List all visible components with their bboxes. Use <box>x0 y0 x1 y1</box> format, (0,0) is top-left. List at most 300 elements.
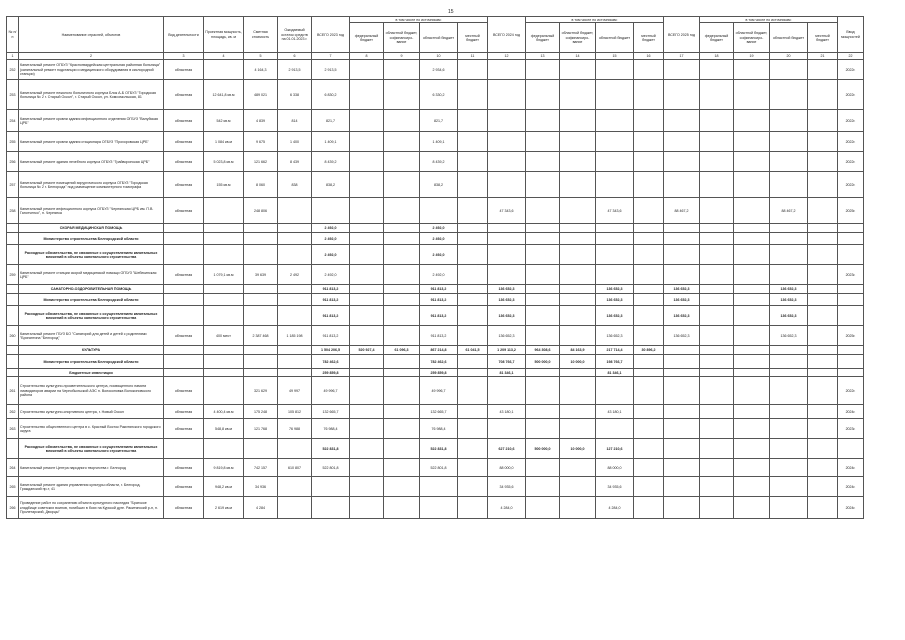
value-cell <box>596 60 634 80</box>
value-cell <box>770 245 808 265</box>
value-cell: 2022г. <box>838 80 864 110</box>
value-cell <box>488 152 526 172</box>
value-cell <box>458 419 488 439</box>
value-cell: 400 мест <box>204 326 244 346</box>
value-cell <box>384 439 420 459</box>
value-cell <box>244 355 278 369</box>
value-cell <box>664 355 700 369</box>
name-cell: Капитальный ремонт здания лечебного корпуса ОГБУЗ "Грайворонская ЦРБ" <box>19 152 164 172</box>
value-cell <box>164 355 204 369</box>
value-cell <box>164 439 204 459</box>
value-cell: 49 997 <box>278 377 312 405</box>
table-row <box>7 172 864 198</box>
table-row <box>7 265 864 285</box>
value-cell <box>560 419 596 439</box>
value-cell: 88 467,2 <box>770 198 808 224</box>
value-cell: 4 284,0 <box>596 497 634 519</box>
value-cell <box>664 346 700 355</box>
value-cell <box>244 245 278 265</box>
value-cell <box>700 245 734 265</box>
value-cell <box>664 245 700 265</box>
value-cell <box>458 459 488 477</box>
name-cell: Капитальный ремонт ГБУЗ БО "Санаторий для детей и детей с родителями "Бригантина "Белгород" <box>19 326 164 346</box>
section-row <box>7 245 864 265</box>
value-cell <box>734 477 770 497</box>
table-row <box>7 497 864 519</box>
value-cell <box>278 198 312 224</box>
value-cell <box>560 245 596 265</box>
value-cell <box>838 306 864 326</box>
value-cell: 61 096,3 <box>384 346 420 355</box>
name-cell: Министерство строительства Белгородской области <box>19 233 164 245</box>
value-cell <box>664 233 700 245</box>
value-cell <box>560 110 596 132</box>
value-cell <box>770 60 808 80</box>
value-cell <box>700 326 734 346</box>
value-cell: 84 163,9 <box>560 346 596 355</box>
header-local: местный бюджет <box>458 23 488 53</box>
value-cell: 522 801,8 <box>420 459 458 477</box>
value-cell: 217 714,4 <box>596 346 634 355</box>
section-row <box>7 224 864 233</box>
header-remaining: Ожидаемый остаток средств на 01.01.2023 г. <box>278 17 312 53</box>
value-cell <box>204 233 244 245</box>
row-number-cell: 262 <box>7 405 19 419</box>
value-cell <box>700 172 734 198</box>
value-cell <box>458 306 488 326</box>
value-cell <box>384 152 420 172</box>
value-cell: 49 996,7 <box>420 377 458 405</box>
value-cell: 9 675 <box>244 132 278 152</box>
value-cell <box>384 224 420 233</box>
name-cell: САНАТОРНО-ОЗДОРОВИТЕЛЬНАЯ ПОМОЩЬ <box>19 285 164 294</box>
value-cell <box>770 132 808 152</box>
value-cell <box>734 265 770 285</box>
value-cell: областная <box>164 80 204 110</box>
value-cell <box>770 80 808 110</box>
name-cell: Строительство культурно-просветительского центра, посвященного памяти ликвидаторов аварии на Чернобыльской АЭС п. Волоконовка Волоконовского района <box>19 377 164 405</box>
value-cell <box>838 346 864 355</box>
value-cell <box>634 497 664 519</box>
column-number: 11 <box>458 53 488 60</box>
value-cell <box>838 224 864 233</box>
value-cell: 2024г. <box>838 405 864 419</box>
value-cell <box>244 369 278 377</box>
value-cell <box>700 355 734 369</box>
row-number-cell <box>7 346 19 355</box>
value-cell <box>700 132 734 152</box>
value-cell: 248 806 <box>244 198 278 224</box>
value-cell <box>526 245 560 265</box>
value-cell <box>634 224 664 233</box>
column-number: 3 <box>164 53 204 60</box>
value-cell <box>244 285 278 294</box>
value-cell: 132 665,7 <box>312 405 350 419</box>
value-cell <box>770 224 808 233</box>
value-cell <box>204 346 244 355</box>
value-cell <box>596 80 634 110</box>
value-cell <box>312 497 350 519</box>
value-cell <box>458 405 488 419</box>
value-cell <box>350 172 384 198</box>
value-cell <box>488 377 526 405</box>
value-cell <box>634 110 664 132</box>
name-cell: Министерство строительства Белгородской области <box>19 355 164 369</box>
value-cell: 708 766,7 <box>488 355 526 369</box>
value-cell: 34 935,6 <box>488 477 526 497</box>
value-cell <box>664 497 700 519</box>
column-number: 16 <box>634 53 664 60</box>
value-cell: 259 859,8 <box>312 369 350 377</box>
value-cell <box>808 326 838 346</box>
value-cell <box>164 285 204 294</box>
value-cell <box>560 285 596 294</box>
value-cell <box>734 233 770 245</box>
value-cell: 121 768 <box>244 419 278 439</box>
value-cell <box>808 285 838 294</box>
value-cell <box>734 377 770 405</box>
value-cell <box>634 245 664 265</box>
value-cell <box>596 152 634 172</box>
value-cell <box>734 355 770 369</box>
value-cell: 136 652,3 <box>488 326 526 346</box>
value-cell: 911 813,2 <box>420 306 458 326</box>
value-cell <box>458 326 488 346</box>
value-cell: 136 652,3 <box>770 306 808 326</box>
value-cell <box>560 459 596 477</box>
value-cell <box>634 132 664 152</box>
value-cell: 1 185 198 <box>278 326 312 346</box>
value-cell <box>808 477 838 497</box>
value-cell <box>350 439 384 459</box>
value-cell: 2 387 468 <box>244 326 278 346</box>
column-number: 7 <box>312 53 350 60</box>
column-number: 14 <box>560 53 596 60</box>
row-number-cell <box>7 224 19 233</box>
value-cell <box>770 346 808 355</box>
value-cell <box>634 294 664 306</box>
value-cell: 548,8 кв.м <box>204 419 244 439</box>
value-cell <box>634 285 664 294</box>
value-cell: 2022г. <box>838 172 864 198</box>
value-cell <box>164 294 204 306</box>
value-cell: 2 934,6 <box>420 60 458 80</box>
value-cell <box>808 198 838 224</box>
name-cell: Расходные обязательства, не связанные с осуществлением капитальных вложений в объекты капитального строительства <box>19 306 164 326</box>
value-cell <box>526 497 560 519</box>
value-cell <box>596 110 634 132</box>
value-cell <box>808 377 838 405</box>
value-cell: 1 084 кв.м <box>204 132 244 152</box>
value-cell <box>560 233 596 245</box>
value-cell <box>808 80 838 110</box>
value-cell <box>734 439 770 459</box>
value-cell <box>700 80 734 110</box>
column-number: 4 <box>204 53 244 60</box>
value-cell <box>634 477 664 497</box>
value-cell <box>634 152 664 172</box>
column-number: 12 <box>488 53 526 60</box>
value-cell <box>204 377 244 405</box>
value-cell: 838 <box>278 172 312 198</box>
row-number-cell <box>7 294 19 306</box>
value-cell <box>384 245 420 265</box>
value-cell <box>734 224 770 233</box>
value-cell: 132 665,7 <box>420 405 458 419</box>
value-cell <box>488 60 526 80</box>
value-cell <box>664 265 700 285</box>
value-cell: 43 180,1 <box>596 405 634 419</box>
value-cell <box>526 224 560 233</box>
value-cell: 520 927,4 <box>350 346 384 355</box>
row-number-cell: 252 <box>7 60 19 80</box>
value-cell <box>204 245 244 265</box>
header-reg-cofin: областной бюджет, софинансиро-вание <box>734 23 770 53</box>
value-cell: 821,7 <box>312 110 350 132</box>
value-cell <box>204 294 244 306</box>
value-cell <box>350 198 384 224</box>
value-cell <box>700 110 734 132</box>
value-cell: 2023г. <box>838 265 864 285</box>
value-cell <box>700 346 734 355</box>
value-cell <box>770 110 808 132</box>
value-cell: областная <box>164 110 204 132</box>
value-cell <box>734 60 770 80</box>
section-row <box>7 346 864 355</box>
value-cell <box>244 294 278 306</box>
value-cell <box>384 459 420 477</box>
row-number-cell <box>7 233 19 245</box>
value-cell <box>634 172 664 198</box>
header-local: местный бюджет <box>808 23 838 53</box>
value-cell <box>770 369 808 377</box>
row-number-cell: 265 <box>7 477 19 497</box>
column-number: 1 <box>7 53 19 60</box>
name-cell: Расходные обязательства, не связанные с осуществлением капитальных вложений в объекты капитального строительства <box>19 245 164 265</box>
value-cell: 911 813,2 <box>420 326 458 346</box>
value-cell <box>664 369 700 377</box>
header-cost: Сметная стоимость <box>244 17 278 53</box>
value-cell <box>526 326 560 346</box>
value-cell <box>770 265 808 285</box>
value-cell <box>560 497 596 519</box>
value-cell <box>596 132 634 152</box>
value-cell <box>808 369 838 377</box>
value-cell <box>458 439 488 459</box>
value-cell: 2 492,0 <box>312 245 350 265</box>
value-cell <box>808 110 838 132</box>
row-number-cell: 257 <box>7 172 19 198</box>
value-cell: 81 346,1 <box>596 369 634 377</box>
value-cell: 1 409,1 <box>420 132 458 152</box>
value-cell <box>808 132 838 152</box>
value-cell <box>664 477 700 497</box>
value-cell <box>204 60 244 80</box>
row-number-cell: 256 <box>7 152 19 172</box>
name-cell: Капитальный ремонт Центра народного творчества г. Белгород <box>19 459 164 477</box>
page-number: 15 <box>448 9 454 15</box>
value-cell <box>770 497 808 519</box>
value-cell <box>384 110 420 132</box>
value-cell: 1 400 <box>278 132 312 152</box>
value-cell <box>526 80 560 110</box>
value-cell: 2022г. <box>838 377 864 405</box>
name-cell: Капитальный ремонт здания управления культуры области, г. Белгород, Гражданский пр-т, 41 <box>19 477 164 497</box>
column-number: 18 <box>700 53 734 60</box>
value-cell <box>700 419 734 439</box>
name-cell: Капитальный ремонт кровли здания инфекционного отделения ОГБУЗ "Валуйская ЦРБ" <box>19 110 164 132</box>
value-cell <box>560 306 596 326</box>
section-row <box>7 306 864 326</box>
value-cell <box>488 233 526 245</box>
row-number-cell: 258 <box>7 198 19 224</box>
value-cell: 49 996,7 <box>312 377 350 405</box>
name-cell: Проведение работ по сохранению объекта культурного наследия "Братское кладбище советских воинов, погибших в боях на Курской дуге. Ракитянский р-н, п. Пролетарский, Дворцы" <box>19 497 164 519</box>
value-cell <box>204 285 244 294</box>
value-cell <box>526 285 560 294</box>
value-cell: 136 652,3 <box>770 285 808 294</box>
name-cell: Капитальный ремонт помещений хирургического корпуса ОГБУЗ "Городская больница № 2 г. Белгорода" под размещение компьютерного томографа <box>19 172 164 198</box>
value-cell <box>734 245 770 265</box>
value-cell <box>634 439 664 459</box>
value-cell: 8 439 <box>278 152 312 172</box>
value-cell <box>458 172 488 198</box>
value-cell: 136 652,3 <box>596 326 634 346</box>
row-number-cell: 261 <box>7 377 19 405</box>
value-cell: 136 652,3 <box>664 285 700 294</box>
value-cell <box>526 369 560 377</box>
value-cell <box>350 355 384 369</box>
value-cell <box>384 172 420 198</box>
value-cell <box>526 294 560 306</box>
header-sources-2024: в том числе по источникам: <box>526 17 664 23</box>
value-cell <box>700 377 734 405</box>
value-cell <box>808 439 838 459</box>
value-cell: 47 343,6 <box>596 198 634 224</box>
value-cell: 1 409,1 <box>312 132 350 152</box>
value-cell: 136 652,3 <box>770 294 808 306</box>
value-cell <box>384 132 420 152</box>
value-cell: 8 439,2 <box>312 152 350 172</box>
value-cell <box>526 405 560 419</box>
column-number: 22 <box>838 53 864 60</box>
value-cell <box>560 224 596 233</box>
header-capacity: Проектная мощность, площадь, кв. м <box>204 17 244 53</box>
value-cell <box>700 224 734 233</box>
value-cell <box>244 306 278 326</box>
value-cell: 2024г. <box>838 459 864 477</box>
table-row <box>7 459 864 477</box>
value-cell: 136 652,3 <box>488 294 526 306</box>
value-cell <box>634 377 664 405</box>
table-row <box>7 60 864 80</box>
value-cell: 155 кв.м <box>204 172 244 198</box>
header-year: Ввод мощностей <box>838 17 864 53</box>
value-cell <box>350 497 384 519</box>
value-cell <box>458 265 488 285</box>
value-cell <box>458 233 488 245</box>
value-cell <box>560 369 596 377</box>
value-cell <box>560 172 596 198</box>
value-cell <box>488 132 526 152</box>
name-cell: Строительство культурно-спортивного центра, г. Новый Оскол <box>19 405 164 419</box>
value-cell <box>838 369 864 377</box>
value-cell <box>770 233 808 245</box>
header-activity: Вид деятельности <box>164 17 204 53</box>
value-cell <box>350 405 384 419</box>
value-cell: 136 652,3 <box>770 326 808 346</box>
value-cell: 4 839 <box>244 110 278 132</box>
row-number-cell: 264 <box>7 459 19 477</box>
value-cell <box>458 198 488 224</box>
value-cell: 136 652,3 <box>664 326 700 346</box>
header-reg: областной бюджет <box>420 23 458 53</box>
value-cell <box>770 405 808 419</box>
value-cell <box>770 459 808 477</box>
value-cell <box>634 306 664 326</box>
header-sources-2025: в том числе по источникам: <box>700 17 838 23</box>
value-cell <box>526 172 560 198</box>
value-cell: 867 214,8 <box>420 346 458 355</box>
value-cell <box>734 419 770 439</box>
header-total-2023: ВСЕГО 2023 год <box>312 17 350 53</box>
table-row <box>7 110 864 132</box>
value-cell <box>278 346 312 355</box>
value-cell: 964 308,6 <box>526 346 560 355</box>
value-cell: 2024г. <box>838 477 864 497</box>
value-cell <box>700 369 734 377</box>
value-cell <box>808 346 838 355</box>
value-cell: 838,2 <box>420 172 458 198</box>
value-cell <box>526 152 560 172</box>
value-cell: областная <box>164 459 204 477</box>
table-row <box>7 405 864 419</box>
value-cell <box>734 306 770 326</box>
value-cell: областная <box>164 377 204 405</box>
header-reg-cofin: областной бюджет, софинансиро-вание <box>384 23 420 53</box>
value-cell: 911 813,2 <box>420 294 458 306</box>
value-cell <box>350 326 384 346</box>
value-cell: 2 492 <box>278 265 312 285</box>
value-cell <box>384 355 420 369</box>
column-number: 9 <box>384 53 420 60</box>
value-cell <box>634 265 664 285</box>
row-number-cell <box>7 245 19 265</box>
value-cell <box>384 419 420 439</box>
value-cell: 9 819,8 кв.м <box>204 459 244 477</box>
value-cell <box>770 355 808 369</box>
value-cell <box>350 419 384 439</box>
table-row <box>7 419 864 439</box>
value-cell: 2023г. <box>838 419 864 439</box>
value-cell <box>808 265 838 285</box>
value-cell <box>350 233 384 245</box>
value-cell <box>634 60 664 80</box>
value-cell <box>458 355 488 369</box>
value-cell: 321 629 <box>244 377 278 405</box>
column-number: 2 <box>19 53 164 60</box>
value-cell: 6 330,2 <box>420 80 458 110</box>
column-number: 5 <box>244 53 278 60</box>
value-cell <box>560 265 596 285</box>
value-cell: областная <box>164 152 204 172</box>
value-cell <box>664 172 700 198</box>
value-cell <box>700 285 734 294</box>
value-cell: 2 492,0 <box>312 265 350 285</box>
value-cell <box>560 60 596 80</box>
value-cell <box>278 306 312 326</box>
value-cell: 121 662 <box>244 152 278 172</box>
